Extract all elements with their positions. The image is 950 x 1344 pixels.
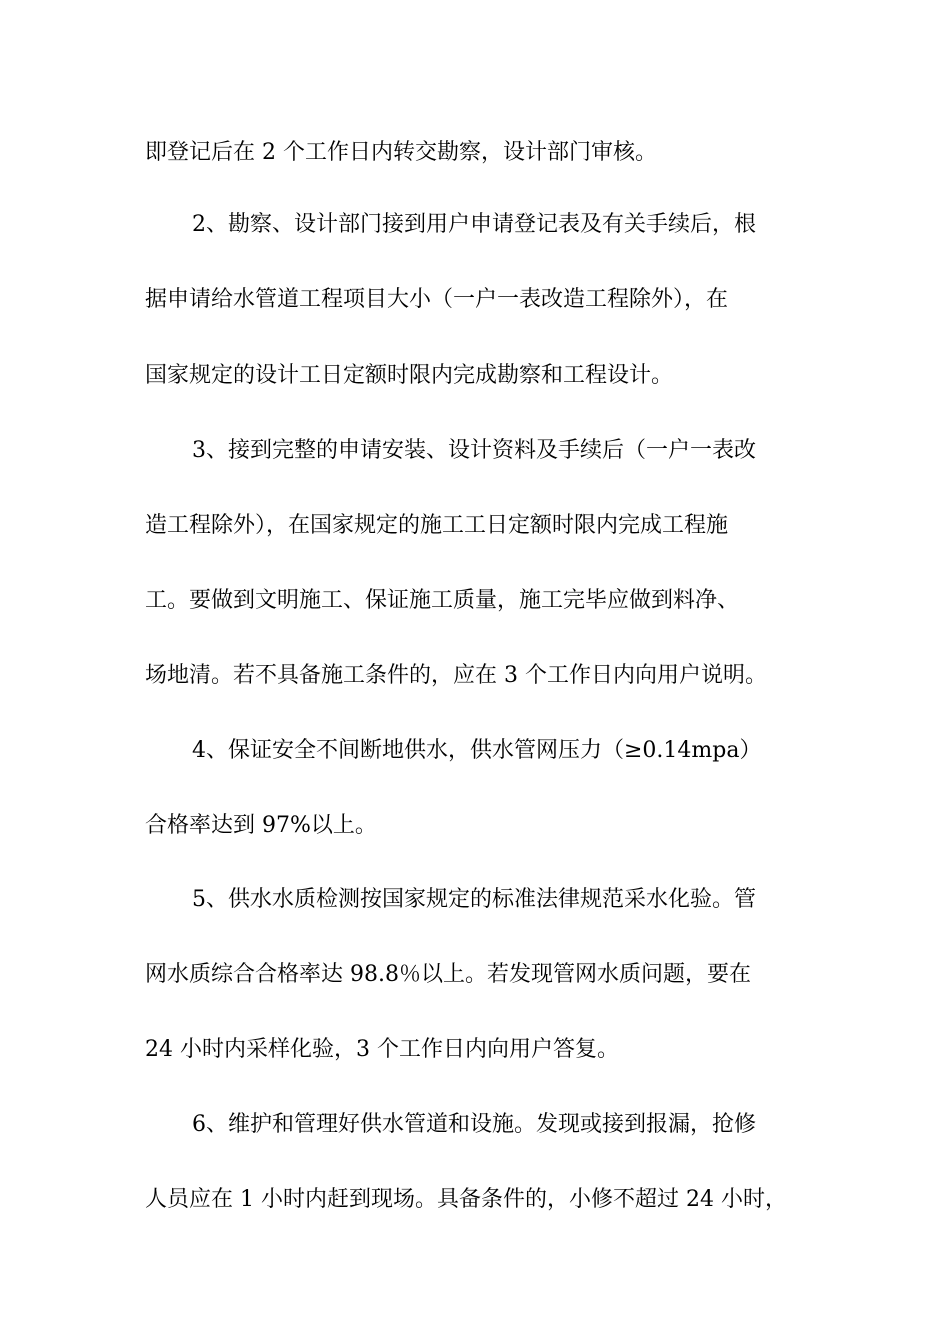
paragraph-6-line-1: 6、维护和管理好供水管道和设施。发现或接到报漏，抢修	[192, 1112, 756, 1137]
paragraph-6-line-2: 人员应在 1 小时内赶到现场。具备条件的，小修不超过 24 小时，	[145, 1187, 787, 1212]
text-line-1: 即登记后在 2 个工作日内转交勘察，设计部门审核。	[145, 140, 657, 165]
paragraph-4-line-2: 合格率达到 97%以上。	[145, 813, 377, 838]
paragraph-2-line-1: 2、勘察、设计部门接到用户申请登记表及有关手续后，根	[192, 212, 756, 237]
paragraph-5-line-3: 24 小时内采样化验，3 个工作日内向用户答复。	[145, 1037, 619, 1062]
paragraph-2-line-2: 据申请给水管道工程项目大小（一户一表改造工程除外），在	[145, 287, 729, 312]
paragraph-3-line-1: 3、接到完整的申请安装、设计资料及手续后（一户一表改	[192, 438, 756, 463]
paragraph-2-line-3: 国家规定的设计工日定额时限内完成勘察和工程设计。	[145, 363, 674, 388]
paragraph-5-line-2: 网水质综合合格率达 98.8％以上。若发现管网水质问题，要在	[145, 962, 751, 987]
paragraph-3-line-2: 造工程除外），在国家规定的施工工日定额时限内完成工程施	[145, 513, 729, 538]
paragraph-5-line-1: 5、供水水质检测按国家规定的标准法律规范采水化验。管	[192, 887, 756, 912]
paragraph-3-line-4: 场地清。若不具备施工条件的，应在 3 个工作日内向用户说明。	[145, 663, 767, 688]
paragraph-4-line-1: 4、保证安全不间断地供水，供水管网压力（≥0.14mpa）	[192, 738, 762, 763]
paragraph-3-line-3: 工。要做到文明施工、保证施工质量，施工完毕应做到料净、	[145, 588, 740, 613]
